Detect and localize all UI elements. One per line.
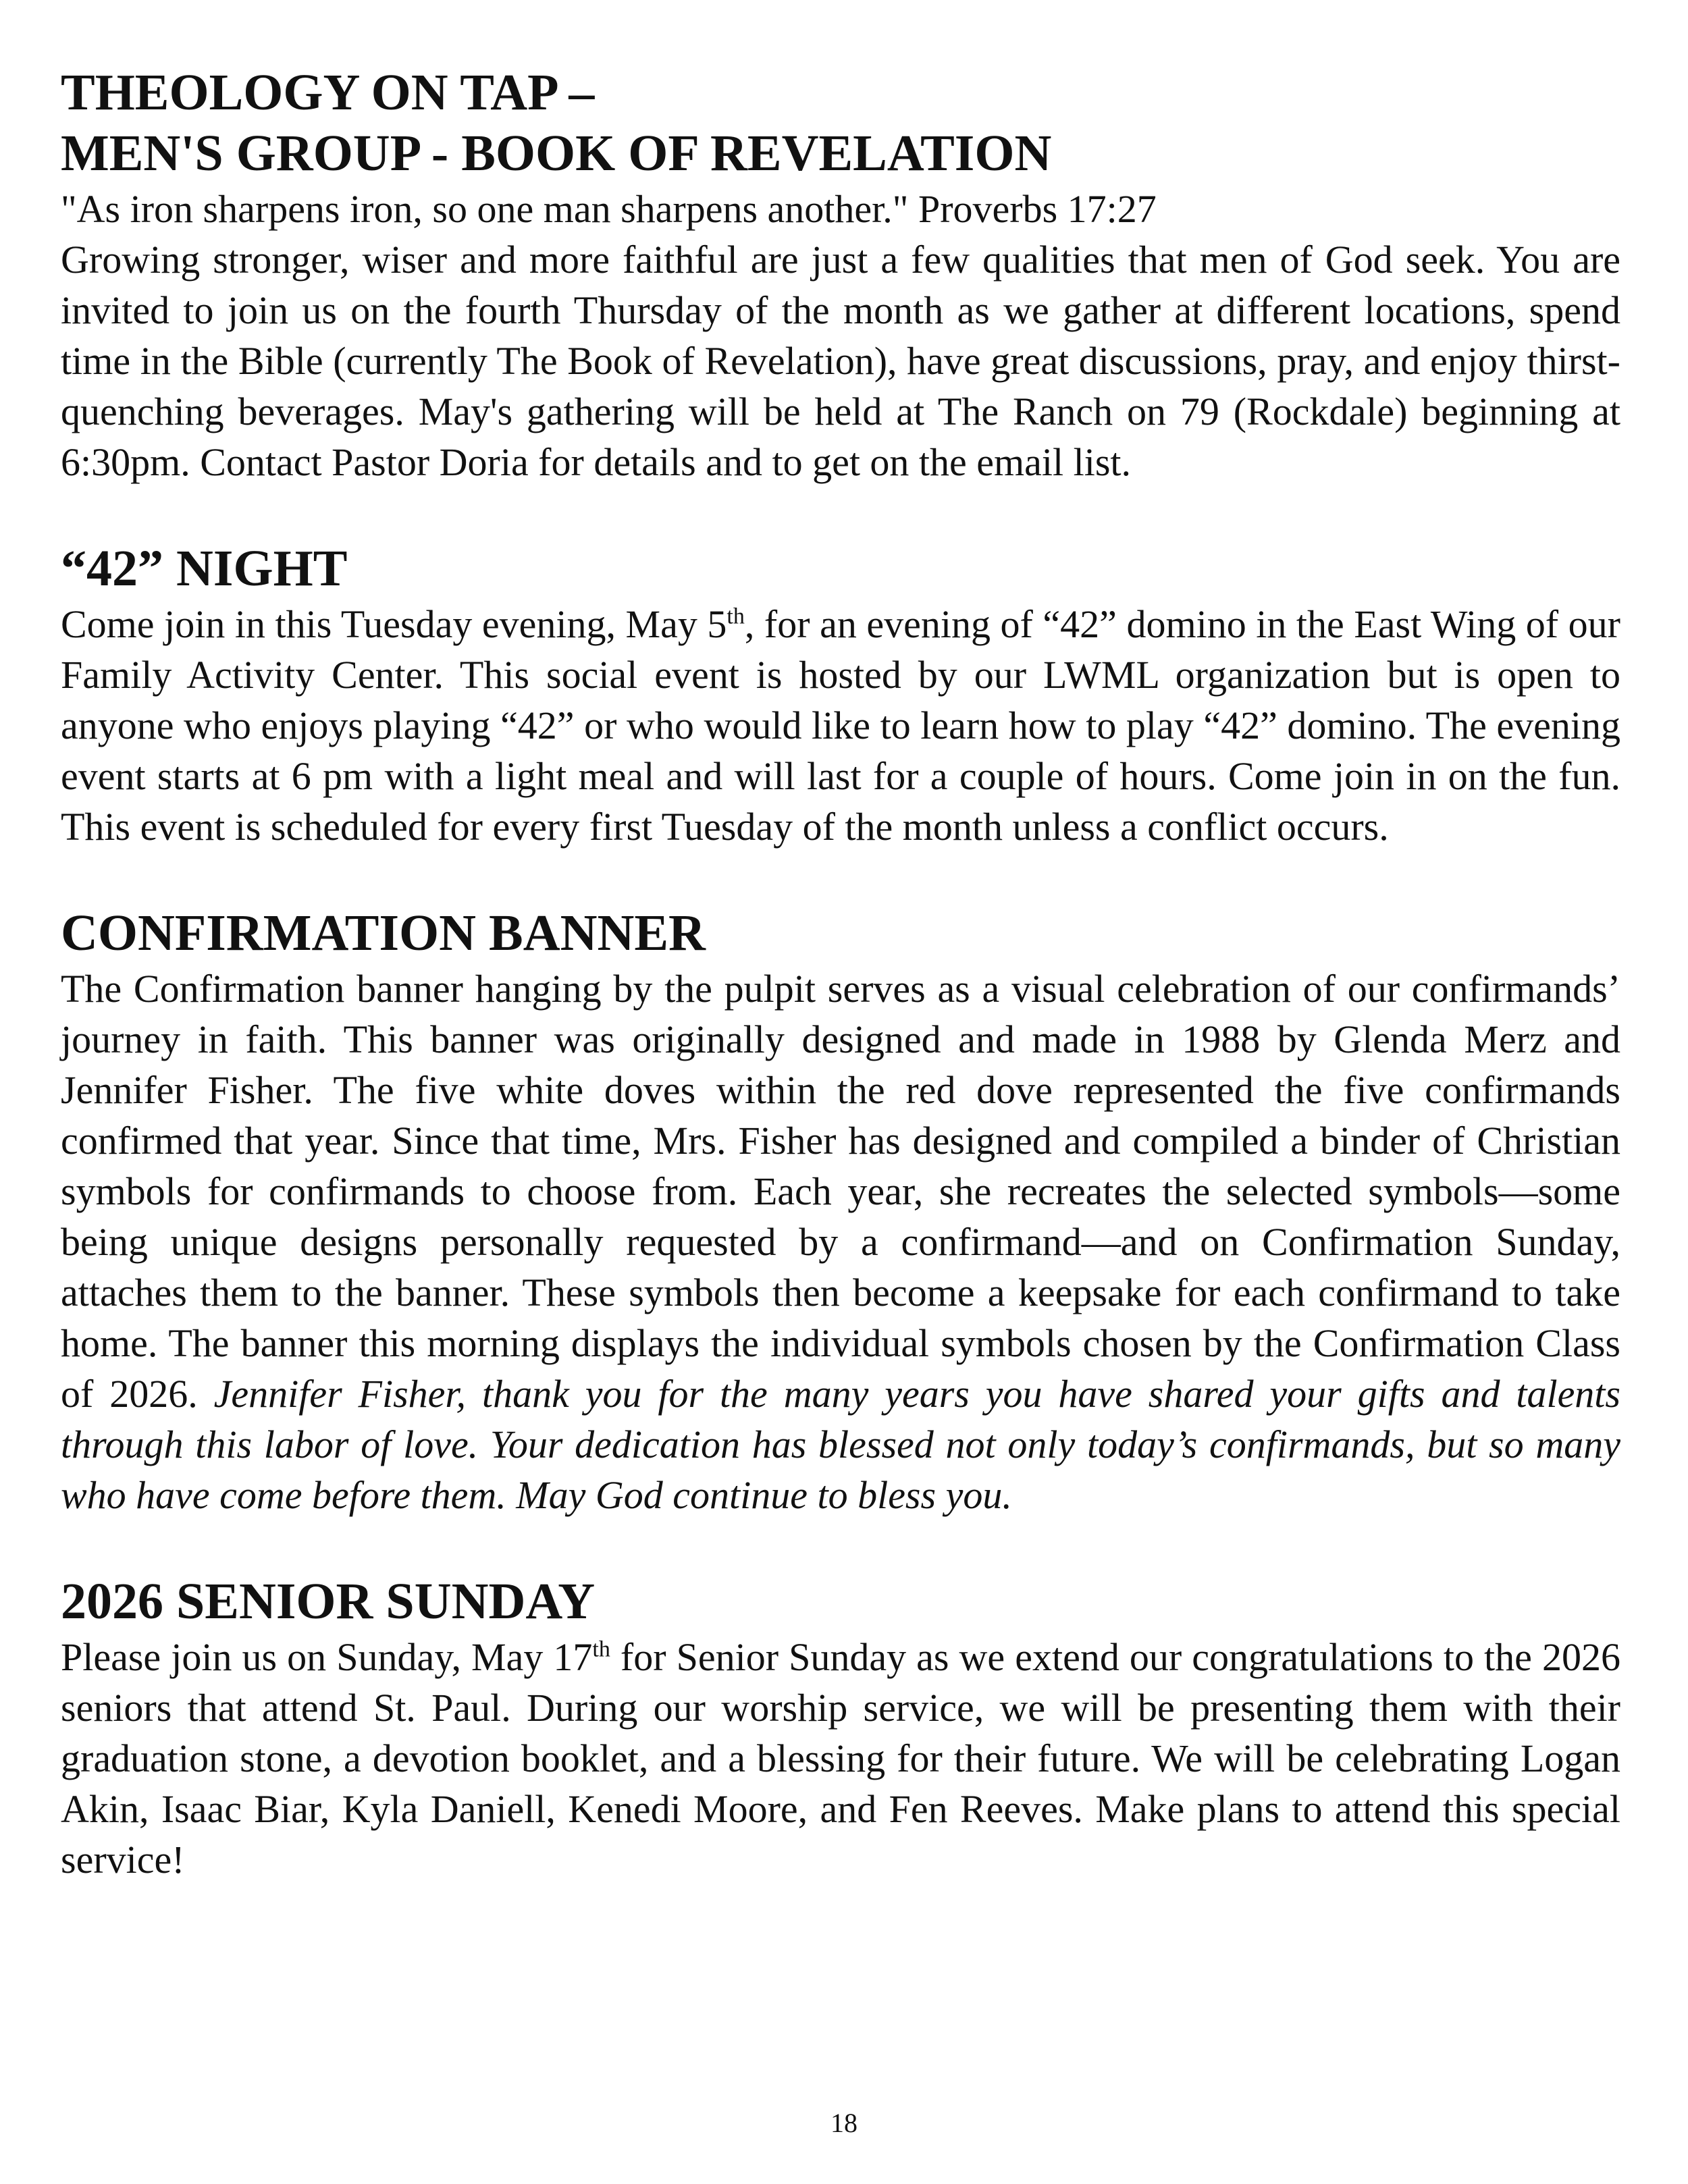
body-text-italic-dedication: Jennifer Fisher, thank you for the many years you have shared your gifts and talents through this labor of love. Your dedication has blessed not only today’s confirmands, but so many who have come before them. May God continue to bless you. [61,1372,1620,1517]
section-title: “42” NIGHT [61,540,348,597]
section-body [61,963,1620,1520]
section-body: Growing stronger, wiser and more faithful are just a few qualities that men of God seek. You are invited to join us on the fourth Thursday of the month as we gather at different locations, spend time in the Bible (currently The Book of Revelation), have great discussions, pray, and enjoy thirst-quenching beverages. May's gathering will be held at The Ranch on 79 (Rockdale) beginning at 6:30pm. Contact Pastor Doria for details and to get on the email list. [61,238,1620,484]
newsletter-page [61,62,1620,1885]
body-text-start: Please join us on Sunday, May 17 [61,1635,593,1679]
body-text: The Confirmation banner hanging by the pulpit serves as a visual celebration of our confirmands’ journey in faith. This banner was originally designed and made in 1988 by Glenda Merz and Jennifer Fisher. The five white doves within the red dove represented the five confirmands confirmed that year. Since that time, Mrs. Fisher has designed and compiled a binder of Christian symbols for confirmands to choose from. Each year, she recreates the selected symbols—some being unique designs personally requested by a confirmand—and on Confirmation Sunday, attaches them to the banner. These symbols then become a keepsake for each confirmand to take home. The banner this morning displays the individual symbols chosen by the Confirmation Class of 2026. [61,967,1620,1416]
body-text-rest: for Senior Sunday as we extend our congratulations to the 2026 seniors that attend St. Paul. During our worship service, we will be presenting them with their graduation stone, a devotion booklet, and a blessing for their future. We will be celebrating Logan Akin, Isaac Biar, Kyla Daniell, Kenedi Moore, and Fen Reeves. Make plans to attend this special service! [61,1635,1620,1882]
section-spacer [61,1520,1620,1571]
section-title-line-1: THEOLOGY ON TAP – [61,64,595,121]
section-body [61,1632,1620,1885]
theology-on-tap-section [61,62,1620,487]
ordinal-suffix: th [727,604,745,629]
section-title [61,62,1620,184]
section-title-line-2: MEN'S GROUP - BOOK OF REVELATION [61,125,1052,182]
senior-sunday-section [61,1571,1620,1885]
ordinal-suffix: th [592,1636,610,1662]
section-spacer [61,487,1620,538]
section-title: CONFIRMATION BANNER [61,905,706,961]
section-title: 2026 SENIOR SUNDAY [61,1573,596,1630]
confirmation-banner-section [61,903,1620,1520]
body-text-rest: , for an evening of “42” domino in the East Wing of our Family Activity Center. This social event is hosted by our LWML organization but is open to anyone who enjoys playing “42” or who would like to learn how to play “42” domino. The evening event starts at 6 pm with a light meal and will last for a couple of hours. Come join in on the fun. This event is scheduled for every first Tuesday of the month unless a conflict occurs. [61,602,1620,849]
forty-two-night-section [61,538,1620,852]
section-spacer [61,852,1620,903]
body-text-start: Come join in this Tuesday evening, May 5 [61,602,727,646]
page-number: 18 [830,2108,858,2138]
section-body [61,599,1620,852]
bible-quote: "As iron sharpens iron, so one man sharpens another." Proverbs 17:27 [61,187,1157,231]
